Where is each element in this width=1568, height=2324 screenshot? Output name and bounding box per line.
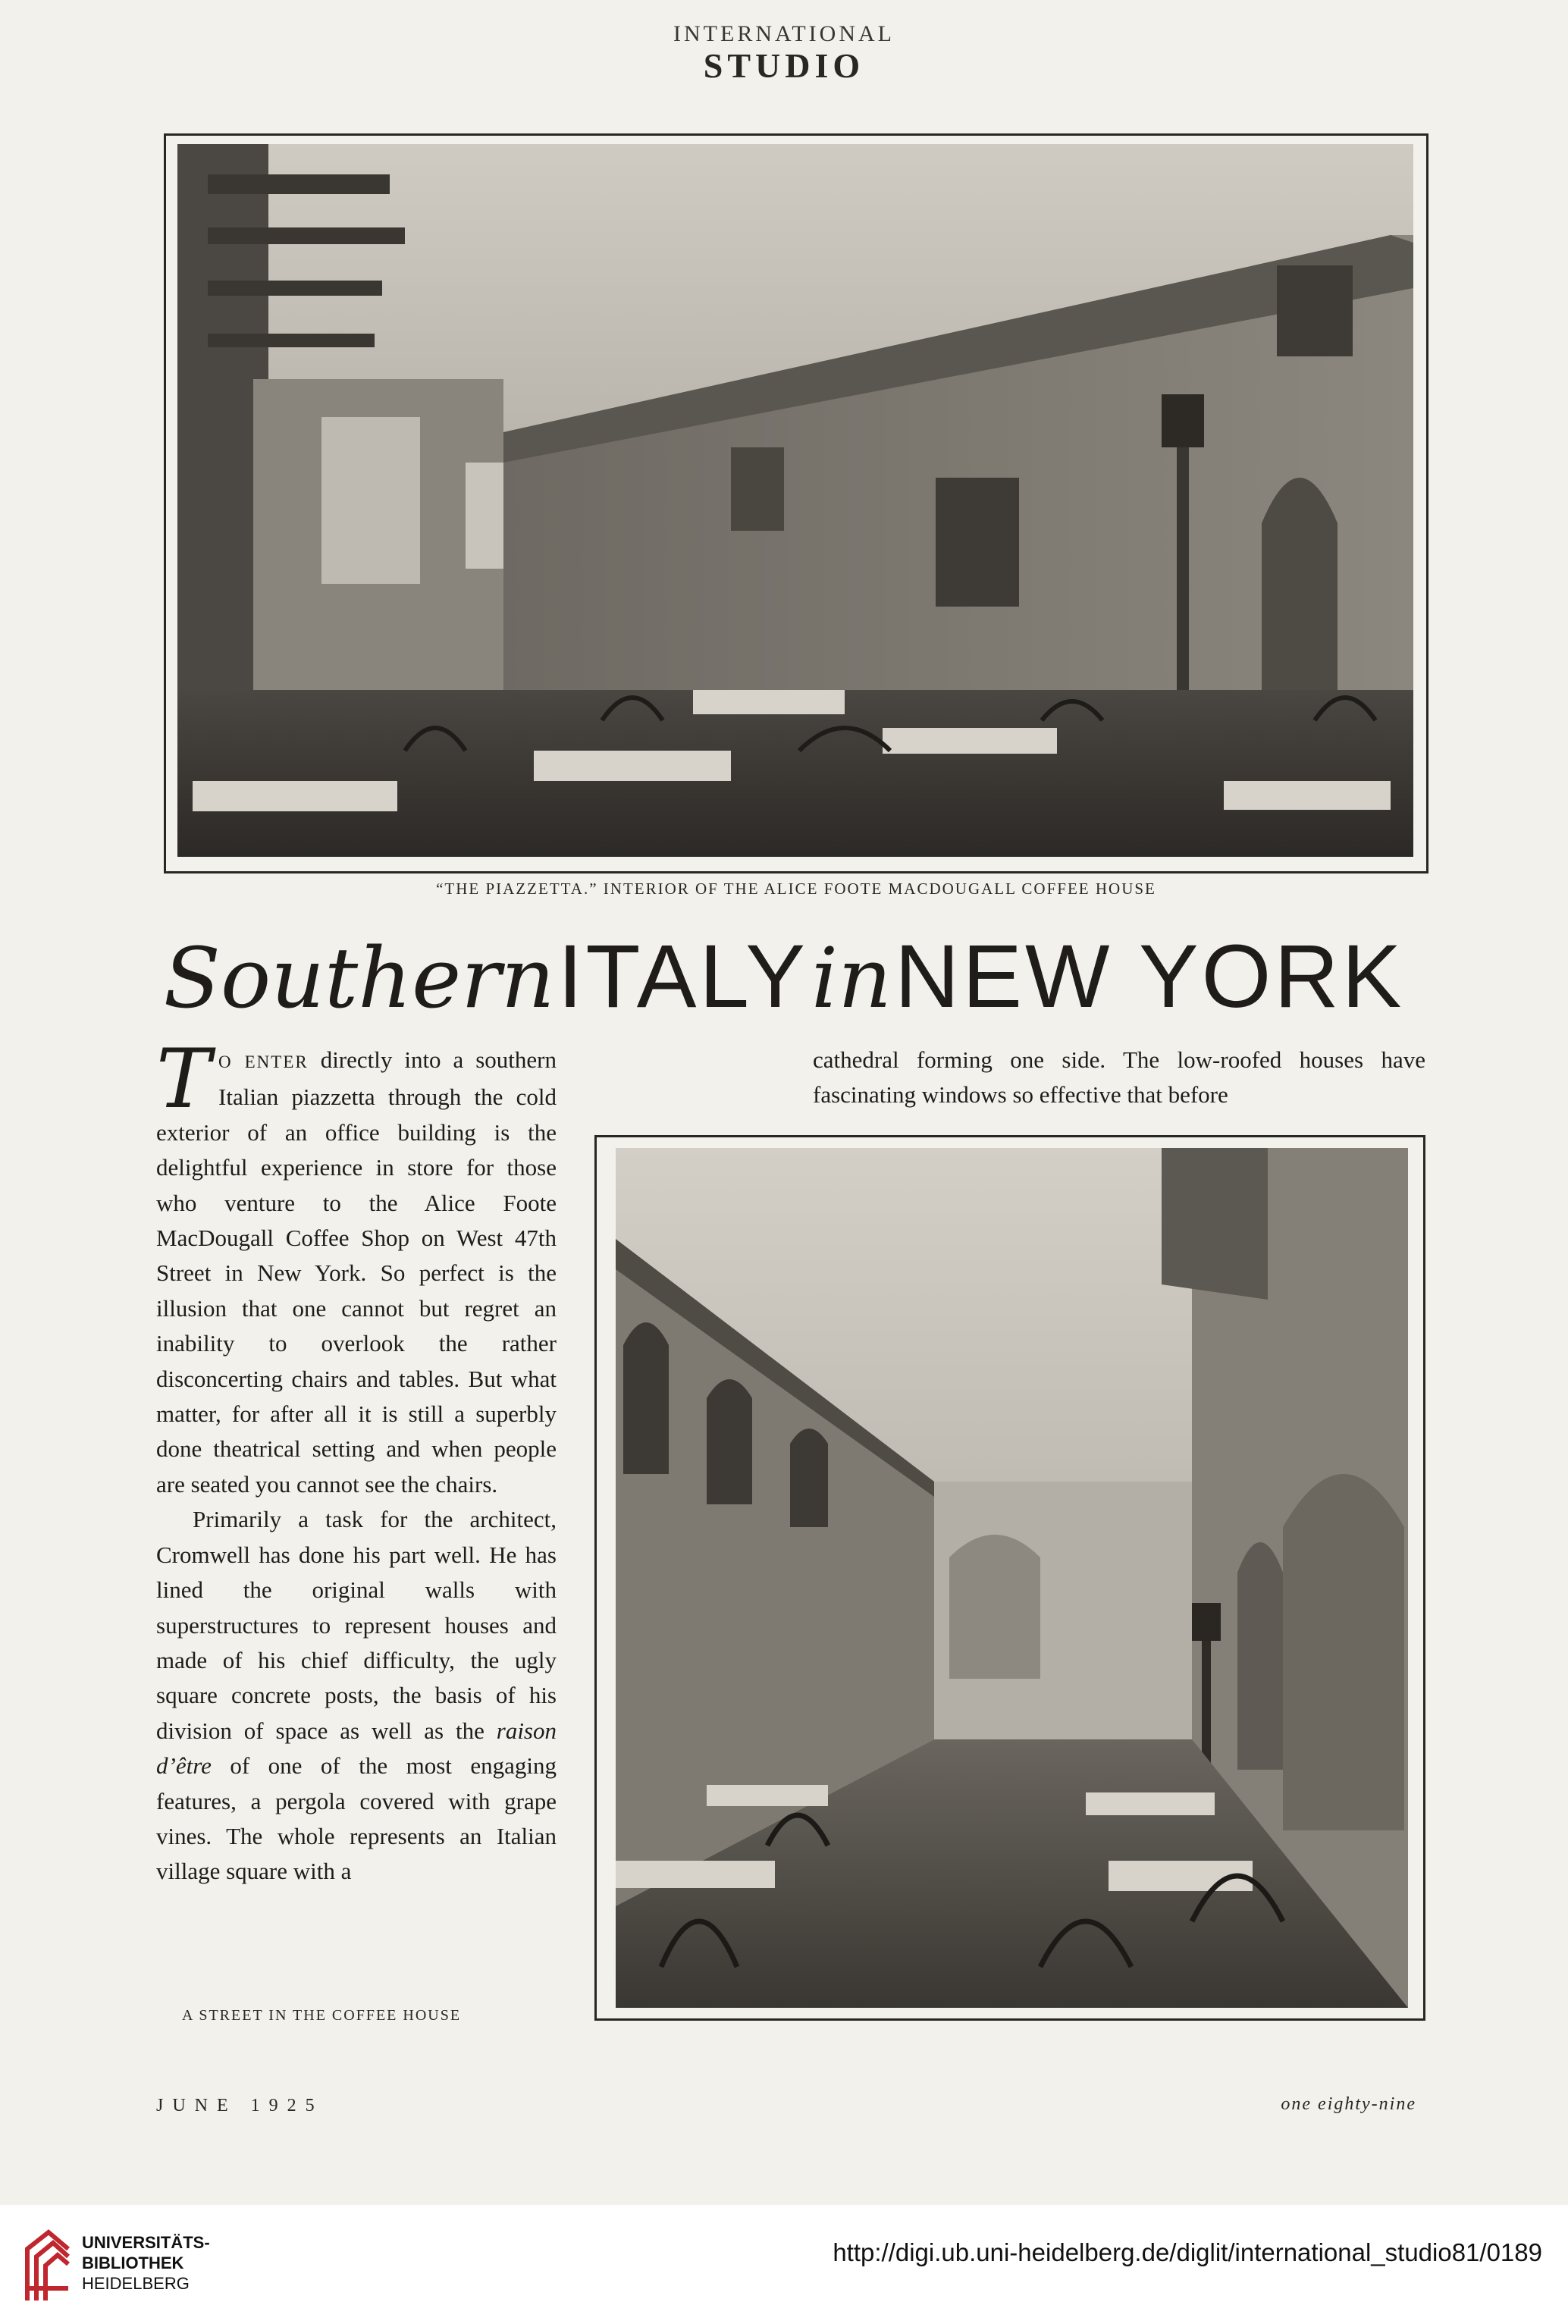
paragraph-3: cathedral forming one side. The low-roofed houses have fascinating windows so effective that before: [813, 1046, 1425, 1109]
library-name: [82, 2232, 210, 2294]
title-new-york: NEW YORK: [895, 927, 1405, 1027]
figure1-caption: “THE PIAZZETTA.” INTERIOR OF THE ALICE FOOTE MACDOUGALL COFFEE HOUSE: [436, 880, 1156, 898]
figure1-photo: [177, 144, 1413, 857]
masthead-line2: STUDIO: [703, 46, 865, 85]
library-logo-icon: [23, 2228, 73, 2307]
figure2-photo: [616, 1148, 1408, 2008]
lead-smallcaps: O ENTER: [218, 1052, 309, 1071]
library-line2: BIBLIOTHEK: [82, 2253, 184, 2272]
paragraph-2-text-b: of one of the most engaging features, a pergola covered with grape vines. The whole represents an Italian village square with a: [156, 1752, 557, 1885]
masthead-line1: INTERNATIONAL: [673, 21, 895, 46]
footer-date: JUNE 1925: [156, 2096, 324, 2115]
article-title: [0, 925, 1568, 1028]
paragraph-2: [156, 1502, 557, 1889]
drop-cap: T: [156, 1032, 212, 1127]
footer-page-number: one eighty-nine: [1281, 2094, 1416, 2114]
paragraph-1-text: directly into a southern Italian piazzetta through the cold exterior of an office building is the delightful experience in store for those who venture to the Alice Foote MacDougall Coffee Shop on West 47th Street in New York. So perfect is the illusion that one cannot but regret an inability to overlook the rather disconcerting chairs and tables. But what matter, for after all it is still a superbly done theatrical setting and when people are seated you cannot see the chairs.: [156, 1046, 557, 1498]
library-line1: UNIVERSITÄTS-: [82, 2233, 210, 2252]
paragraph-2-text-a: Primarily a task for the architect, Cromwell has done his part well. He has lined the original walls with superstructures to represent houses and made of his chief difficulty, the ugly square concrete posts, the basis of his division of space as well as the: [156, 1506, 557, 1744]
article-column-right: [813, 1043, 1425, 1113]
paragraph-1: [156, 1032, 557, 1502]
library-line3: HEIDELBERG: [82, 2274, 190, 2293]
figure2-caption: A STREET IN THE COFFEE HOUSE: [182, 2007, 462, 2024]
title-southern: Southern: [163, 930, 555, 1027]
paragraph-2-italic: raison d’être: [156, 1717, 557, 1780]
masthead: [0, 21, 1568, 86]
title-in: in: [811, 930, 892, 1027]
title-italy: ITALY: [557, 927, 808, 1027]
library-bar: [0, 2205, 1568, 2324]
article-column-left: [156, 1032, 557, 1890]
source-url-link[interactable]: http://digi.ub.uni-heidelberg.de/diglit/international_studio81/0189: [833, 2238, 1542, 2266]
